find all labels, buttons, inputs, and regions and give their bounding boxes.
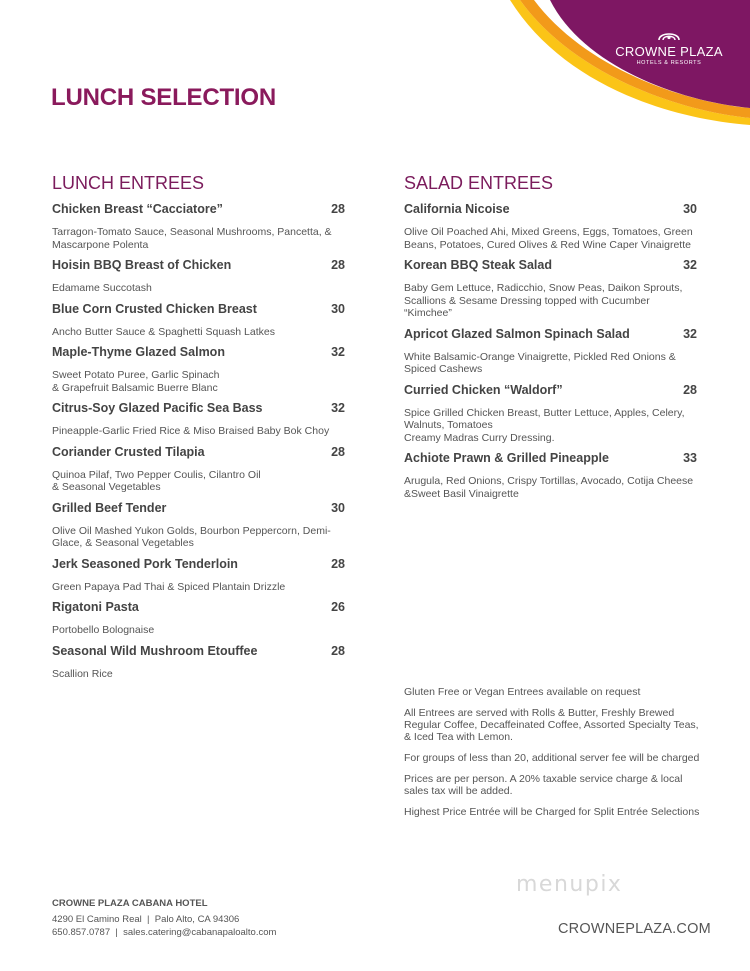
menu-item-name: Curried Chicken “Waldorf”	[404, 382, 563, 397]
menu-item-description: Spice Grilled Chicken Breast, Butter Lettuce, Apples, Celery, Walnuts, Tomatoes Creamy Madras Curry Dressing.	[404, 406, 685, 444]
footer	[52, 898, 276, 939]
menu-item-description: Ancho Butter Sauce & Spaghetti Squash Latkes	[52, 325, 275, 338]
menu-item-description: Arugula, Red Onions, Crispy Tortillas, Avocado, Cotija Cheese &Sweet Basil Vinaigrette	[404, 475, 694, 500]
menu-item-name: Citrus-Soy Glazed Pacific Sea Bass	[52, 401, 263, 415]
brand-tagline: HOTELS & RESORTS	[636, 60, 702, 66]
menu-item	[404, 451, 697, 500]
menu-item-description: Green Papaya Pad Thai & Spiced Plantain Drizzle	[52, 580, 286, 593]
menu-item-header	[404, 383, 697, 397]
menu-item-price: 28	[331, 444, 345, 459]
menu-item-description: Scallion Rice	[52, 667, 113, 680]
menu-item-header	[52, 302, 345, 316]
menu-item-name: Chicken Breast “Cacciatore”	[52, 202, 223, 216]
menu-item-description: White Balsamic-Orange Vinaigrette, Pickled Red Onions & Spiced Cashews	[404, 350, 676, 375]
menu-item	[404, 383, 697, 445]
lunch-entrees-heading: LUNCH ENTREES	[52, 173, 205, 193]
menu-note: All Entrees are served with Rolls & Butter, Freshly Brewed Regular Coffee, Decaffeinated Coffee, Assorted Specialty Teas, & Iced Tea with Lemon.	[404, 707, 699, 743]
footer-address: 4290 El Camino Real | Palo Alto, CA 94306	[52, 914, 240, 925]
menu-item	[404, 258, 697, 320]
watermark-logo: menupix	[516, 872, 623, 897]
menu-item-description: Pineapple-Garlic Fried Rice & Miso Braised Baby Bok Choy	[52, 425, 330, 437]
menu-note: Gluten Free or Vegan Entrees available on request	[404, 686, 641, 698]
menu-item-name: Jerk Seasoned Pork Tenderloin	[52, 556, 238, 571]
menu-item-name: Blue Corn Crusted Chicken Breast	[52, 301, 257, 316]
menu-item-price: 28	[331, 202, 345, 216]
menu-item-price: 32	[331, 345, 345, 359]
brand-name: CROWNE PLAZA	[615, 44, 723, 59]
menu-item-header	[52, 501, 345, 515]
menu-item-name: Maple-Thyme Glazed Salmon	[52, 345, 225, 359]
menu-item-description: Olive Oil Poached Ahi, Mixed Greens, Eggs, Tomatoes, Green Beans, Potatoes, Cured Olives & Red Wine Caper Vinaigrette	[404, 226, 693, 251]
menu-item-price: 30	[683, 202, 697, 216]
menu-item-price: 32	[331, 401, 345, 415]
menu-item-price: 33	[683, 451, 697, 465]
menu-item-header	[404, 202, 697, 216]
menu-item-name: Apricot Glazed Salmon Spinach Salad	[404, 326, 630, 341]
lunch-entrees-list	[52, 202, 345, 680]
lunch-entrees-section	[52, 173, 345, 687]
menu-item-name: Rigatoni Pasta	[52, 600, 139, 614]
menu-item	[52, 302, 345, 339]
menu-item-description: Edamame Succotash	[52, 282, 152, 294]
menu-item-name: California Nicoise	[404, 202, 510, 216]
menu-item	[52, 557, 345, 594]
menu-item-header	[52, 445, 345, 459]
menu-item	[404, 202, 697, 251]
menu-item-name: Korean BBQ Steak Salad	[404, 258, 552, 272]
menu-item-description: Quinoa Pilaf, Two Pepper Coulis, Cilantro Oil & Seasonal Vegetables	[52, 468, 261, 493]
menu-item-name: Achiote Prawn & Grilled Pineapple	[404, 451, 609, 465]
menu-item-description: Olive Oil Mashed Yukon Golds, Bourbon Peppercorn, Demi-Glace, & Seasonal Vegetables	[52, 524, 331, 549]
menu-item	[52, 401, 345, 438]
menu-item	[52, 644, 345, 681]
menu-item-price: 32	[683, 326, 697, 341]
menu-item-header	[52, 345, 345, 359]
salad-entrees-heading: SALAD ENTREES	[404, 173, 554, 193]
menu-item-price: 30	[331, 301, 345, 316]
menu-item-price: 28	[331, 258, 345, 272]
menu-item-header	[52, 600, 345, 614]
menu-item	[52, 445, 345, 494]
website-link[interactable]: CROWNEPLAZA.COM	[558, 921, 711, 937]
footer-contact: 650.857.0787 | sales.catering@cabanapaloalto.com	[52, 926, 277, 938]
menu-item-header	[404, 258, 697, 272]
menu-item-name: Grilled Beef Tender	[52, 500, 167, 515]
menu-item	[52, 345, 345, 394]
menu-item-header	[52, 202, 345, 216]
menu-item-name: Seasonal Wild Mushroom Etouffee	[52, 643, 258, 658]
menu-item-price: 32	[683, 258, 697, 272]
menu-item-price: 26	[331, 600, 345, 614]
menu-item-description: Sweet Potato Puree, Garlic Spinach & Grapefruit Balsamic Buerre Blanc	[52, 369, 220, 394]
menu-item-name: Coriander Crusted Tilapia	[52, 444, 205, 459]
menu-item-header	[52, 401, 345, 415]
brand-logo	[614, 28, 724, 66]
salad-entrees-section	[404, 173, 697, 507]
salad-entrees-list	[404, 202, 697, 500]
menu-item	[404, 327, 697, 376]
menu-item-header	[404, 451, 697, 465]
menu-item-price: 28	[331, 643, 345, 658]
page-title: LUNCH SELECTION	[51, 84, 277, 111]
menu-item-name: Hoisin BBQ Breast of Chicken	[52, 258, 232, 272]
menu-item	[52, 600, 345, 637]
menu-note: For groups of less than 20, additional server fee will be charged	[404, 752, 700, 764]
menu-item-header	[52, 258, 345, 272]
menu-note: Highest Price Entrée will be Charged for Split Entrée Selections	[404, 806, 700, 818]
crown-icon	[657, 28, 681, 42]
menu-item	[52, 258, 345, 295]
footer-hotel-name: CROWNE PLAZA CABANA HOTEL	[52, 898, 208, 909]
menu-item-price: 28	[683, 382, 697, 397]
menu-item-description: Portobello Bolognaise	[52, 624, 155, 636]
menu-item-description: Tarragon-Tomato Sauce, Seasonal Mushrooms, Pancetta, & Mascarpone Polenta	[52, 226, 332, 251]
menu-item	[52, 202, 345, 251]
menu-item-header	[52, 644, 345, 658]
menu-item-price: 28	[331, 556, 345, 571]
menu-item-description: Baby Gem Lettuce, Radicchio, Snow Peas, Daikon Sprouts, Scallions & Sesame Dressing topped with Cucumber “Kimchee”	[404, 282, 683, 319]
menu-item-header	[404, 327, 697, 341]
menu-item-price: 30	[331, 500, 345, 515]
menu-item-header	[52, 557, 345, 571]
menu-note: Prices are per person. A 20% taxable service charge & local sales tax will be added.	[404, 773, 683, 797]
menu-notes	[404, 686, 704, 827]
menu-item	[52, 501, 345, 550]
